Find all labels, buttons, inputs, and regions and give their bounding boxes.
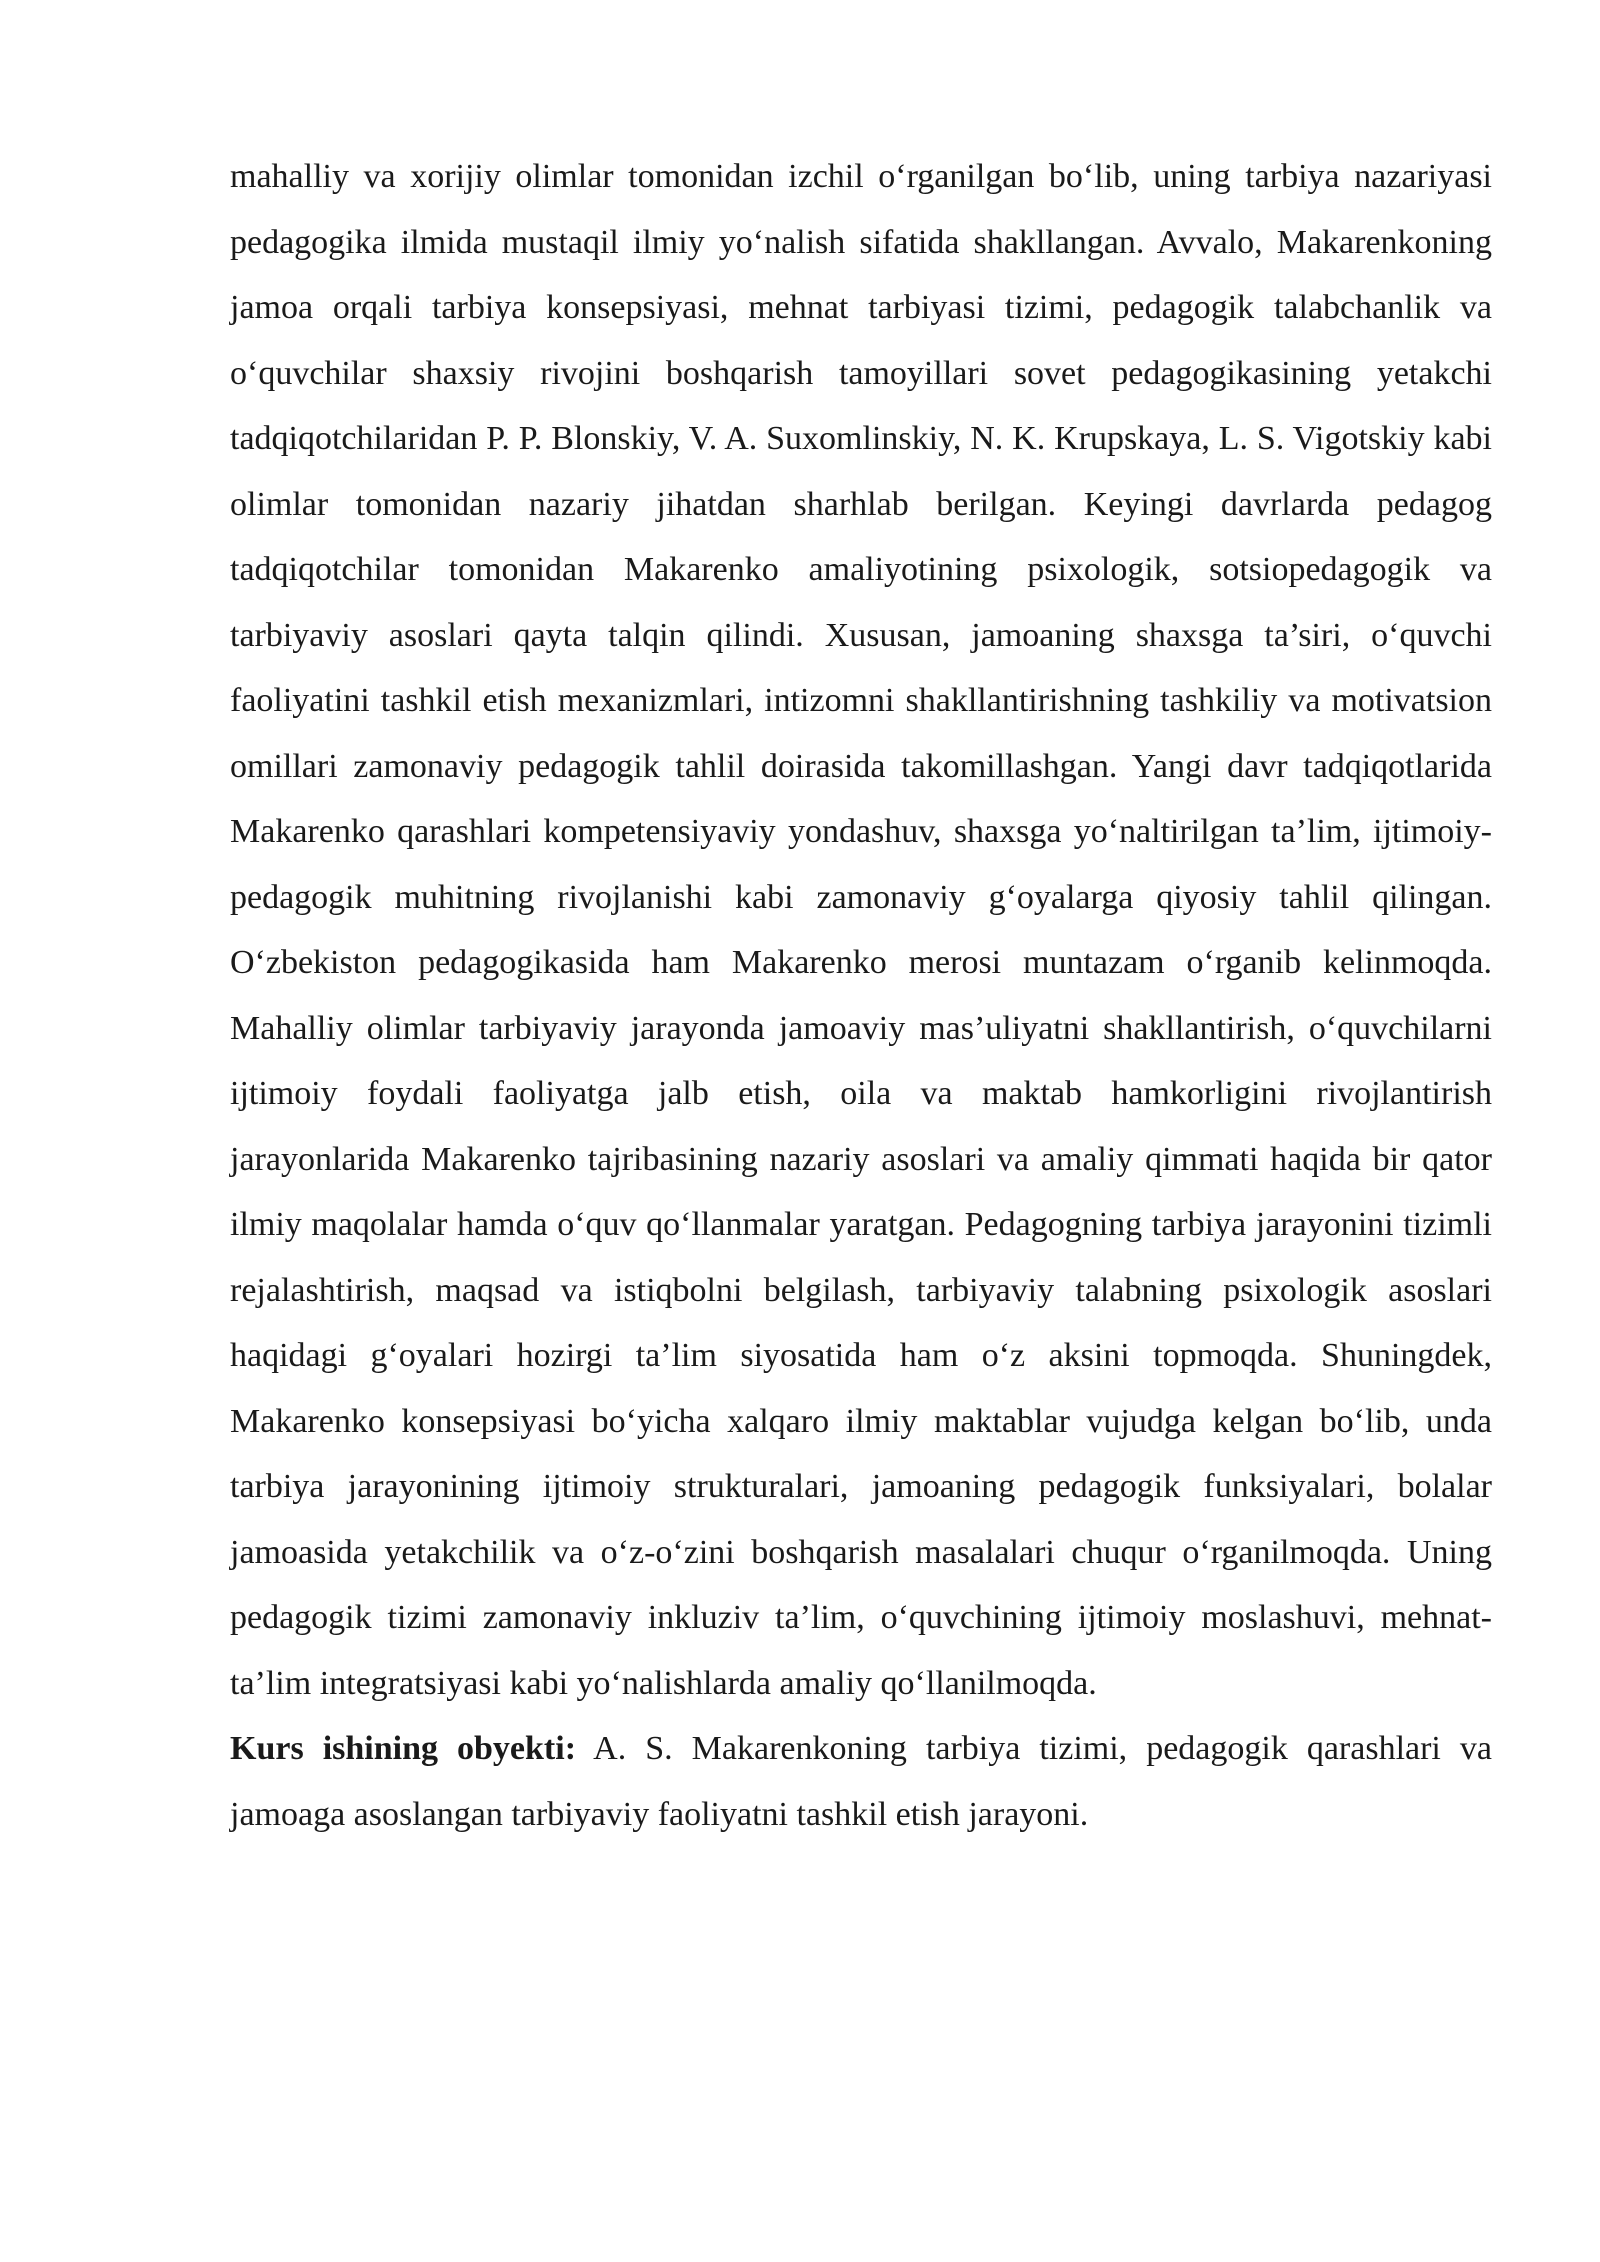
course-object-paragraph (230, 1716, 1492, 1847)
course-object-label: Kurs ishining obyekti: (230, 1730, 577, 1767)
main-paragraph: mahalliy va xorijiy olimlar tomonidan izchil o‘rganilgan bo‘lib, uning tarbiya nazariyasi pedagogika ilmida mustaqil ilmiy yo‘nalish sifatida shakllangan. Avvalo, Makarenkoning jamoa orqali tarbiya konsepsiyasi, mehnat tarbiyasi tizimi, pedagogik talabchanlik va o‘quvchilar shaxsiy rivojini boshqarish tamoyillari sovet pedagogikasining yetakchi tadqiqotchilaridan P. P. Blonskiy, V. A. Suxomlinskiy, N. K. Krupskaya, L. S. Vigotskiy kabi olimlar tomonidan nazariy jihatdan sharhlab berilgan. Keyingi davrlarda pedagog tadqiqotchilar tomonidan Makarenko amaliyotining psixologik, sotsiopedagogik va tarbiyaviy asoslari qayta talqin qilindi. Xususan, jamoaning shaxsga ta’siri, o‘quvchi faoliyatini tashkil etish mexanizmlari, intizomni shakllantirishning tashkiliy va motivatsion omillari zamonaviy pedagogik tahlil doirasida takomillashgan. Yangi davr tadqiqotlarida Makarenko qarashlari kompetensiyaviy yondashuv, shaxsga yo‘naltirilgan ta’lim, ijtimoiy-pedagogik muhitning rivojlanishi kabi zamonaviy g‘oyalarga qiyosiy tahlil qilingan. O‘zbekiston pedagogikasida ham Makarenko merosi muntazam o‘rganib kelinmoqda. Mahalliy olimlar tarbiyaviy jarayonda jamoaviy mas’uliyatni shakllantirish, o‘quvchilarni ijtimoiy foydali faoliyatga jalb etish, oila va maktab hamkorligini rivojlantirish jarayonlarida Makarenko tajribasining nazariy asoslari va amaliy qimmati haqida bir qator ilmiy maqolalar hamda o‘quv qo‘llanmalar yaratgan. Pedagogning tarbiya jarayonini tizimli rejalashtirish, maqsad va istiqbolni belgilash, tarbiyaviy talabning psixologik asoslari haqidagi g‘oyalari hozirgi ta’lim siyosatida ham o‘z aksini topmoqda. Shuningdek, Makarenko konsepsiyasi bo‘yicha xalqaro ilmiy maktablar vujudga kelgan bo‘lib, unda tarbiya jarayonining ijtimoiy strukturalari, jamoaning pedagogik funksiyalari, bolalar jamoasida yetakchilik va o‘z-o‘zini boshqarish masalalari chuqur o‘rganilmoqda. Uning pedagogik tizimi zamonaviy inkluziv ta’lim, o‘quvchining ijtimoiy moslashuvi, mehnat-ta’lim integratsiyasi kabi yo‘nalishlarda amaliy qo‘llanilmoqda. (230, 158, 1492, 1702)
course-object-text: A. S. Makarenkoning tarbiya tizimi, pedagogik qarashlari va jamoaga asoslangan tarbiyaviy faoliyatni tashkil etish jarayoni. (230, 1730, 1492, 1833)
document-body (230, 144, 1492, 1847)
